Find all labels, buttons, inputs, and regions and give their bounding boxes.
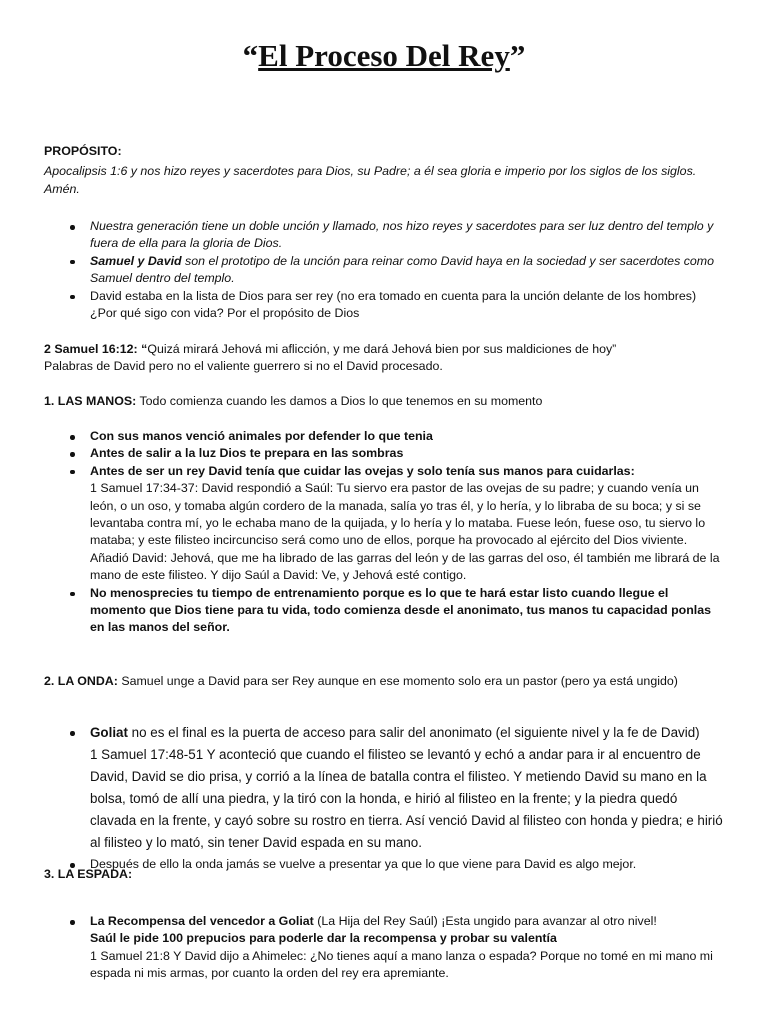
list-item xyxy=(44,218,724,253)
page-title xyxy=(0,36,768,76)
verse-quote: Quizá mirará Jehová mi aflicción, y me dará Jehová bien por sus maldiciones de hoy” xyxy=(147,342,617,356)
onda-intro: Samuel unge a David para ser Rey aunque en ese momento solo era un pastor (pero ya está ungido) xyxy=(117,674,678,688)
list-item xyxy=(44,428,724,445)
goliat-text: no es el final es la puerta de acceso para salir del anonimato (el siguiente nivel y la fe de David) xyxy=(127,725,700,740)
goliat-lead: Goliat xyxy=(90,725,128,740)
bullet-text: son el prototipo de la unción para reinar como David haya en la sociedad y ser sacerdotes como Samuel dentro del templo. xyxy=(90,253,715,286)
espada-lead-rest: (La Hija del Rey Saúl) ¡Esta ungido para avanzar al otro nivel! xyxy=(313,914,657,928)
onda-heading-line xyxy=(44,673,724,690)
espada-bullets xyxy=(44,913,724,983)
proposito-bullets xyxy=(44,218,724,322)
manos-heading: 1. LAS MANOS: xyxy=(44,394,137,408)
list-item xyxy=(44,288,724,323)
proposito-verse: Apocalipsis 1:6 y nos hizo reyes y sacerdotes para Dios, su Padre; a él sea gloria e imperio por los siglos de los siglos. Amén. xyxy=(44,164,697,196)
bullet-lead: Samuel y David xyxy=(90,253,182,268)
samuel-verse-block xyxy=(44,341,724,376)
bullet-text: No menosprecies tu tiempo de entrenamiento porque es lo que te hará estar listo cuando llegue el momento que Dios tiene para tu vida, todo comienza desde el anonimato, tus manos tu capacidad ponlas en las manos del señor. xyxy=(90,585,712,635)
onda-heading: 2. LA ONDA: xyxy=(44,674,118,688)
bullet-text: Antes de salir a la luz Dios te prepara en las sombras xyxy=(90,446,404,461)
list-item xyxy=(44,722,724,854)
proposito-heading: PROPÓSITO: xyxy=(44,144,122,158)
onda-verse: 1 Samuel 17:48-51 Y aconteció que cuando el filisteo se levantó y echó a andar para ir al encuentro de David, David se dio prisa, y corrió a la línea de batalla contra el filisteo. Y metiendo David su mano en la bolsa, tomó de allí una piedra, y la tiró con la honda, e hirió al filisteo en la frente; y la piedra quedó clavada en la frente, y cayó sobre su rostro en tierra. Así venció David al filisteo con honda y piedra; e hirió al filisteo y lo mató, sin tener David espada en su mano. xyxy=(90,747,723,850)
bullet-text: David estaba en la lista de Dios para ser rey (no era tomado en cuenta para la unción delante de los hombres) ¿Por qué sigo con vida? Por el propósito de Dios xyxy=(90,288,697,321)
onda-bullets xyxy=(44,722,724,873)
list-item xyxy=(44,445,724,462)
bullet-text: Después de ello la onda jamás se vuelve a presentar ya que lo que viene para David es algo mejor. xyxy=(90,857,637,871)
espada-line2: Saúl le pide 100 prepucios para poderle dar la recompensa y probar su valentía xyxy=(90,931,557,946)
espada-heading: 3. LA ESPADA: xyxy=(44,867,133,881)
list-item xyxy=(44,463,724,585)
espada-lead: La Recompensa del vencedor a Goliat xyxy=(90,914,314,928)
bullet-text: Nuestra generación tiene un doble unción y llamado, nos hizo reyes y sacerdotes para ser luz dentro del templo y fuera de ella para la gloria de Dios. xyxy=(90,219,714,251)
manos-verse: 1 Samuel 17:34-37: David respondió a Saúl: Tu siervo era pastor de las ovejas de su padre; y cuando venía un león, o un oso, y tomaba algún cordero de la manada, salía yo tras él, y lo hería, y lo libraba de su boca; y si se levantaba contra mí, yo le echaba mano de la quijada, y lo hería y lo mataba. Fuese león, fuese oso, tu siervo lo mataba; y este filisteo incircunciso será como uno de ellos, porque ha provocado al ejército del Dios viviente. Añadió David: Jehová, que me ha librado de las garras del león y de las garras del oso, él también me librará de la mano de este filisteo. Y dijo Saúl a David: Ve, y Jehová esté contigo. xyxy=(90,481,720,583)
espada-verse: 1 Samuel 21:8 Y David dijo a Ahimelec: ¿No tienes aquí a mano lanza o espada? Porque no tomé en mi mano mi espada ni mis armas, por cuanto la orden del rey era apremiante. xyxy=(90,948,713,981)
verse-reference: 2 Samuel 16:12: “ xyxy=(44,342,148,356)
manos-heading-line xyxy=(44,393,724,410)
title-text: El Proceso Del Rey xyxy=(258,38,510,73)
title-open-quote: “ xyxy=(242,38,259,73)
bullet-text: Antes de ser un rey David tenía que cuidar las ovejas y solo tenía sus manos para cuidarlas: xyxy=(90,463,635,478)
list-item xyxy=(44,585,724,637)
bullet-text: Con sus manos venció animales por defender lo que tenia xyxy=(90,429,433,443)
espada-heading-line xyxy=(44,866,724,883)
manos-bullets xyxy=(44,428,724,637)
proposito-section xyxy=(44,143,724,198)
list-item xyxy=(44,913,724,983)
verse-comment: Palabras de David pero no el valiente guerrero si no el David procesado. xyxy=(44,359,443,374)
title-close-quote: ” xyxy=(509,38,526,73)
manos-intro: Todo comienza cuando les damos a Dios lo que tenemos en su momento xyxy=(136,394,543,408)
list-item xyxy=(44,253,724,288)
